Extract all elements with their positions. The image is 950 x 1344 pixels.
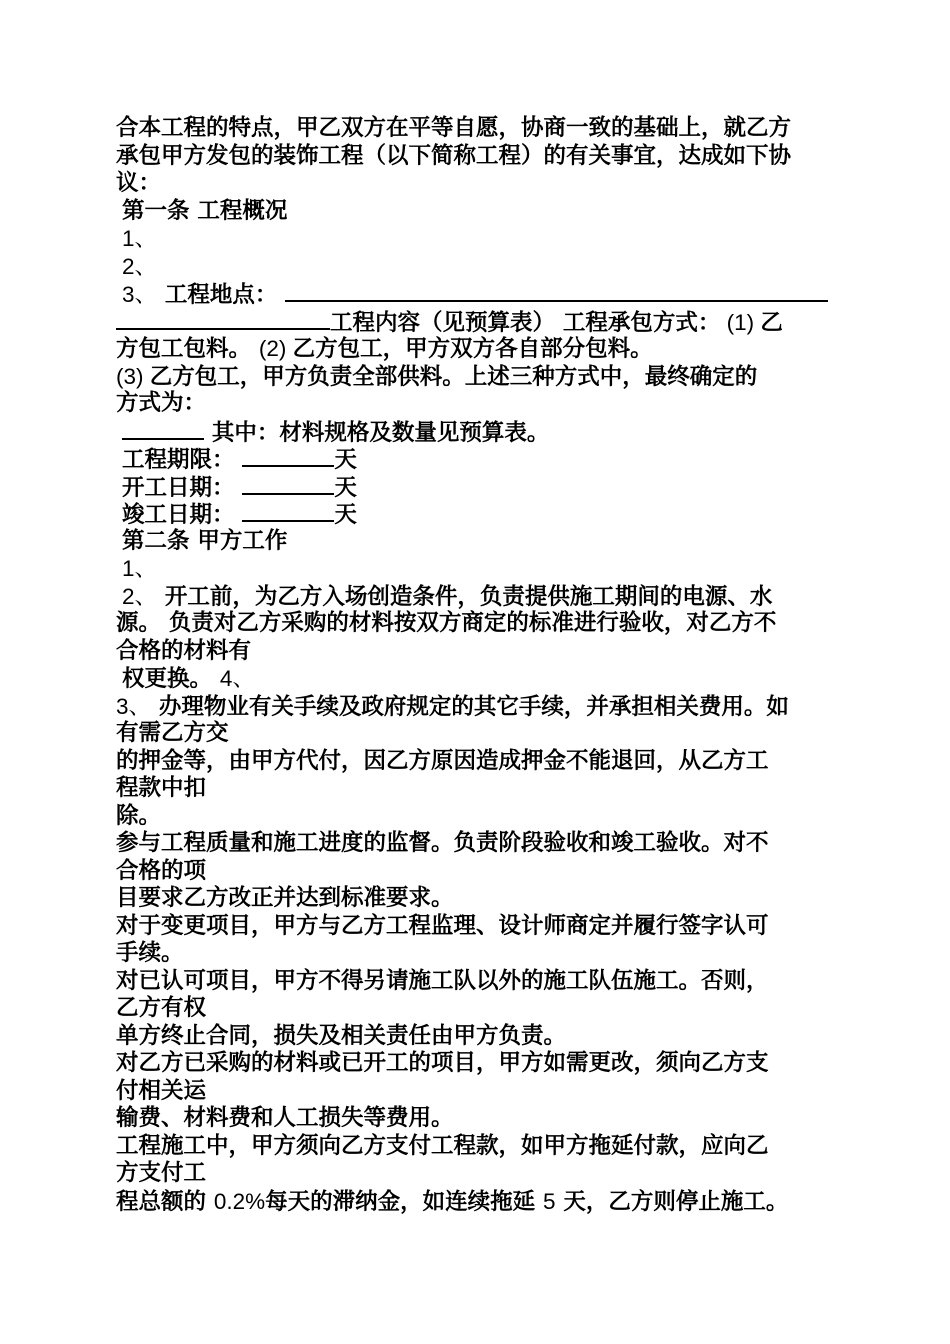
intro-line-2: 承包甲方发包的装饰工程（以下简称工程）的有关事宜，达成如下协 [116,142,792,169]
article-2-item-1: 1、 [122,556,158,581]
body-line: 付相关运 [116,1077,207,1104]
article-1-title: 第一条 工程概况 [122,197,288,224]
project-location-label: 工程地点： [157,282,278,308]
body-line: 对于变更项目，甲方与乙方工程监理、设计师商定并履行签字认可 [116,912,769,939]
body-line: 程款中扣 [116,775,207,801]
article-2-item-2-number: 2、 [122,583,158,609]
body-line: 有需乙方交 [116,720,229,746]
item-4-number: 4、 [219,666,255,691]
project-period-label: 工程期限： [122,447,235,473]
body-line: 对乙方已采购的材料或已开工的项目，甲方如需更改，须向乙方支 [116,1050,769,1076]
body-line: 输费、材料费和人工损失等费用。 [116,1105,454,1131]
option-1-tail: 乙 [760,309,783,335]
option-1-number: (1) [720,309,761,335]
article-2-item-3-text: 办理物业有关手续及政府规定的其它手续，并承担相关费用。如 [151,693,789,720]
option-2-number: (2) [258,336,293,361]
article-2-item-2-text: 开工前，为乙方入场创造条件，负责提供施工期间的电源、水 [157,583,773,610]
late-fee-text-c: 天，乙方则停止施工。 [555,1188,789,1215]
option-1-text: 方包工包料。 [116,336,259,362]
option-3-number: (3) [116,363,150,389]
materials-line [116,418,834,446]
start-date-unit: 天 [334,474,357,500]
end-date-blank[interactable] [242,500,334,522]
article-1-item-1: 1、 [122,226,158,251]
body-line: 除。 [116,802,162,829]
article-2-item-3 [116,693,834,721]
late-fee-percent: 0.2% [213,1188,266,1214]
article-2-title: 第二条 甲方工作 [122,527,288,554]
late-fee-text-b: 每天的滞纳金，如连续拖延 [265,1188,543,1215]
late-fee-line [116,1188,834,1216]
intro-line-3: 议： [116,170,162,196]
body-line: 对已认可项目，甲方不得另请施工队以外的施工队伍施工。否则， [116,967,769,994]
body-line: 参与工程质量和施工进度的监督。负责阶段验收和竣工验收。对不 [116,830,769,856]
project-location-blank-cont[interactable] [116,308,330,330]
end-date-unit: 天 [334,502,357,528]
option-3-line [116,363,834,391]
project-period-line [116,445,834,473]
final-method-line: 方式为： [116,390,207,416]
body-line: 目要求乙方改正并达到标准要求。 [116,885,454,911]
body-line: 单方终止合同，损失及相关责任由甲方负责。 [116,1022,567,1049]
option-3-text: 乙方包工，甲方负责全部供料。上述三种方式中，最终确定的 [149,363,758,390]
option-2-text: 乙方包工，甲方双方各自部分包料。 [292,336,653,362]
late-fee-days: 5 [542,1188,556,1214]
materials-text: 其中：材料规格及数量见预算表。 [204,419,550,445]
body-line: 乙方有权 [116,995,207,1021]
project-period-unit: 天 [334,447,357,473]
article-2-replace-line [116,665,834,693]
project-content-text: 工程内容（见预算表） 工程承包方式： [330,309,721,335]
body-line: 工程施工中，甲方须向乙方支付工程款，如甲方拖延付款，应向乙 [116,1132,769,1159]
body-line: 手续。 [116,940,184,966]
article-2-line-3: 合格的材料有 [116,637,252,664]
article-2-line-2: 源。 负责对乙方采购的材料按双方商定的标准进行验收，对乙方不 [116,610,777,636]
body-line: 合格的项 [116,857,207,884]
article-1-item-2: 2、 [122,253,158,279]
start-date-blank[interactable] [242,473,334,495]
final-method-blank[interactable] [122,418,204,440]
article-2-item-2 [116,583,834,611]
body-line: 的押金等，由甲方代付，因乙方原因造成押金不能退回，从乙方工 [116,747,769,774]
intro-line-1: 合本工程的特点，甲乙双方在平等自愿，协商一致的基础上，就乙方 [116,115,792,141]
end-date-label: 竣工日期： [122,502,235,528]
replace-text: 权更换。 [122,666,220,692]
end-date-line [116,500,834,528]
article-2-item-3-number: 3、 [116,693,152,719]
start-date-line [116,473,834,501]
article-1-item-3 [116,280,834,308]
contract-options-line [116,335,834,363]
late-fee-text-a: 程总额的 [116,1188,214,1215]
body-line: 方支付工 [116,1160,207,1186]
project-content-line [116,308,834,336]
project-period-blank[interactable] [242,445,334,467]
project-location-blank[interactable] [285,280,828,302]
start-date-label: 开工日期： [122,474,235,500]
item-3-number: 3、 [122,282,158,307]
document-page [116,115,834,1215]
